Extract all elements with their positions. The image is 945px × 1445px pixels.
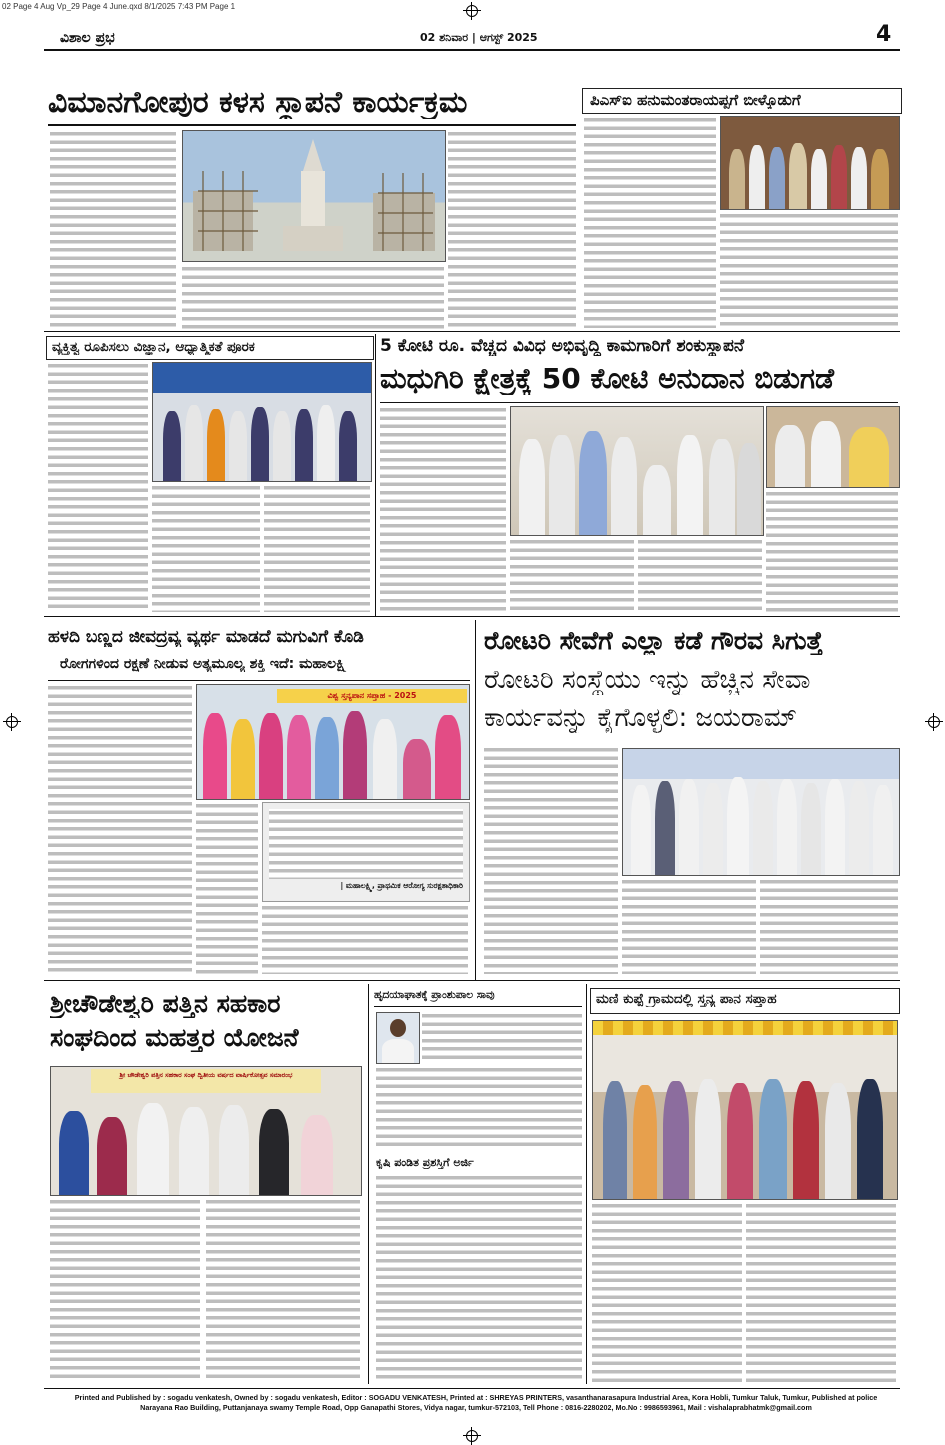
divider — [48, 680, 470, 681]
masthead-rule — [44, 49, 900, 51]
photo-temple-tower — [182, 130, 446, 262]
article-body-psi — [584, 116, 716, 328]
article-body-chowdeshwari — [50, 1198, 200, 1382]
article-body-madhugiri — [766, 490, 898, 612]
page-number: 4 — [876, 22, 892, 47]
headline-chowdeshwari-2: ಸಂಘದಿಂದ ಮಹತ್ತರ ಯೋಜನೆ — [50, 1024, 299, 1052]
divider — [586, 984, 587, 1384]
article-body-vyakthitva — [264, 484, 370, 612]
article-body-vyakthitva — [152, 484, 260, 612]
article-body-hrudaya — [376, 1066, 582, 1150]
article-body-rotary — [622, 878, 756, 974]
article-body-mani — [746, 1202, 896, 1382]
kicker-madhugiri: 5 ಕೋಟಿ ರೂ. ವೆಚ್ಚದ ವಿವಿಧ ಅಭಿವೃದ್ಧಿ ಕಾಮಗಾರಿಗೆ ಶಂಕುಸ್ಥಾಪನೆ — [380, 337, 745, 356]
article-body-hrudaya — [422, 1012, 582, 1062]
imprint-footer — [46, 1393, 906, 1413]
headline-vimana: ವಿಮಾನಗೋಪುರ ಕಳಸ ಸ್ಥಾಪನೆ ಕಾರ್ಯಕ್ರಮ — [48, 86, 468, 119]
article-body-vimana — [50, 130, 176, 330]
headline-hrudaya: ಹೃದಯಾಘಾತಕ್ಕೆ ಪ್ರಾಂಶುಪಾಲ ಸಾವು — [374, 990, 495, 1001]
temple-tower-illustration — [183, 131, 445, 261]
divider — [44, 616, 900, 617]
article-body-madhugiri — [510, 538, 634, 612]
byline-haladi: | ಮಹಾಲಕ್ಷ್ಮಿ, ಪ್ರಾಥಮಿಕ ಆರೋಗ್ಯ ಸುರಕ್ಷತಾಧಿಕಾರಿ — [340, 881, 463, 890]
photo-foundation-ceremony — [510, 406, 764, 536]
headline-vyakthitva: ವ್ಯಕ್ತಿತ್ವ ರೂಪಿಸಲು ವಿಜ್ಞಾನ, ಆಧ್ಯಾತ್ಮಿಕತೆ ಪೂರಕ — [52, 340, 255, 355]
headline-chowdeshwari-1: ಶ್ರೀಚೌಡೇಶ್ವರಿ ಪತ್ತಿನ ಸಹಕಾರ — [50, 990, 281, 1018]
headline-psi: ಪಿಎಸ್‌ಐ ಹನುಮಂತರಾಯಪ್ಪಗೆ ಬೀಳ್ಕೊಡುಗೆ — [590, 92, 801, 109]
article-body-vyakthitva — [48, 362, 148, 612]
article-body-madhugiri — [380, 406, 506, 612]
divider — [368, 984, 369, 1384]
article-body-rotary — [484, 746, 618, 974]
divider — [44, 331, 900, 332]
divider — [44, 980, 900, 981]
registration-mark-icon — [466, 5, 478, 17]
registration-mark-icon — [928, 716, 940, 728]
article-body-haladi — [262, 904, 468, 974]
headline-haladi: ಹಳದಿ ಬಣ್ಣದ ಜೀವದ್ರವ್ಯ ವ್ಯರ್ಥ ಮಾಡದೆ ಮಗುವಿಗೆ ಕೊಡಿ — [48, 628, 364, 647]
divider — [48, 124, 576, 126]
divider — [374, 1006, 582, 1007]
article-body-haladi — [196, 802, 258, 974]
photo-farewell-event — [720, 116, 900, 210]
divider — [375, 334, 376, 616]
divider — [380, 402, 898, 403]
photo-breastfeeding-week — [196, 684, 470, 800]
article-body-rotary — [760, 878, 898, 974]
imprint-line-1: Printed and Published by : sogadu venkatesh, Owned by : sogadu venkatesh, Editor : SOGADU VENKATESH, Printed at : SHREYAS PRINTERS, vasanthanarasapura Industrial Area, Kora Hobli, Tumkur Taluk, Tumkur, Published at police — [74, 1393, 878, 1402]
article-body-vimana — [448, 130, 576, 330]
registration-mark-icon — [466, 1430, 478, 1442]
article-body-chowdeshwari — [206, 1198, 360, 1382]
imprint-line-2: Narayana Rao Building, Puttanjanaya swamy Temple Road, Opp Ganapathi Stores, Vidya nagar, tumkur-572103, Tell Phone : 0816-2280202, Mo.No : 9986593961, Mail : vishalaprabhatmk@gmail.com — [140, 1403, 812, 1412]
photo-students-event — [152, 362, 372, 482]
article-body-vimana — [182, 265, 444, 330]
photo-lamp-lighting — [766, 406, 900, 488]
registration-mark-icon — [6, 716, 18, 728]
photo-rotary-felicitation — [622, 748, 900, 876]
headline-rotary-3: ಕಾರ್ಯವನ್ನು ಕೈಗೊಳ್ಳಲಿ: ಜಯರಾಮ್ — [484, 704, 797, 733]
headline-madhugiri: ಮಧುಗಿರಿ ಕ್ಷೇತ್ರಕ್ಕೆ 50 ಕೋಟಿ ಅನುದಾನ ಬಿಡುಗಡೆ — [380, 364, 835, 395]
banner-text: ವಿಶ್ವ ಸ್ತನ್ಯಪಾನ ಸಪ್ತಾಹ - 2025 — [277, 689, 467, 703]
file-slug: 02 Page 4 Aug Vp_29 Page 4 June.qxd 8/1/2025 7:43 PM Page 1 — [2, 2, 236, 11]
article-body-krishi — [376, 1174, 582, 1382]
photo-principal-portrait — [376, 1012, 420, 1064]
photo-village-event — [592, 1020, 898, 1200]
headline-rotary-1: ರೋಟರಿ ಸೇವೆಗೆ ಎಲ್ಲಾ ಕಡೆ ಗೌರವ ಸಿಗುತ್ತೆ — [484, 627, 823, 655]
highlight-box — [262, 802, 470, 902]
masthead-date: 02 ಶನಿವಾರ | ಆಗಸ್ಟ್ 2025 — [420, 31, 538, 44]
headline-krishi: ಕೃಷಿ ಪಂಡಿತ ಪ್ರಶಸ್ತಿಗೆ ಅರ್ಜಿ — [376, 1157, 474, 1169]
article-body-mani — [592, 1202, 742, 1382]
divider — [475, 620, 476, 980]
article-body-madhugiri — [638, 538, 762, 612]
headline-rotary-2: ರೋಟರಿ ಸಂಸ್ಥೆಯು ಇನ್ನು ಹೆಚ್ಚಿನ ಸೇವಾ — [484, 666, 811, 695]
article-body-haladi — [48, 684, 192, 974]
article-body-psi — [720, 212, 898, 328]
headline-mani: ಮಣಿ ಕುಪ್ಪೆ ಗ್ರಾಮದಲ್ಲಿ ಸ್ತನ್ಯ ಪಾನ ಸಪ್ತಾಹ — [596, 992, 777, 1007]
banner-text: ಶ್ರೀ ಚೌಡೇಶ್ವರಿ ಪತ್ತಿನ ಸಹಕಾರ ಸಂಘ ದ್ವಿತೀಯ ವರ್ಷದ ವಾರ್ಷಿಕೋತ್ಸವ ಸಮಾರಂಭ — [91, 1069, 321, 1093]
subhead-haladi: ರೋಗಗಳಿಂದ ರಕ್ಷಣೆ ನೀಡುವ ಅತ್ಯಮೂಲ್ಯ ಶಕ್ತಿ ಇದೆ: ಮಹಾಲಕ್ಷ್ಮಿ — [60, 657, 349, 672]
masthead-title: ವಿಶಾಲ ಪ್ರಭ — [60, 30, 115, 46]
footer-rule — [44, 1388, 900, 1389]
photo-cooperative-anniversary — [50, 1066, 362, 1196]
